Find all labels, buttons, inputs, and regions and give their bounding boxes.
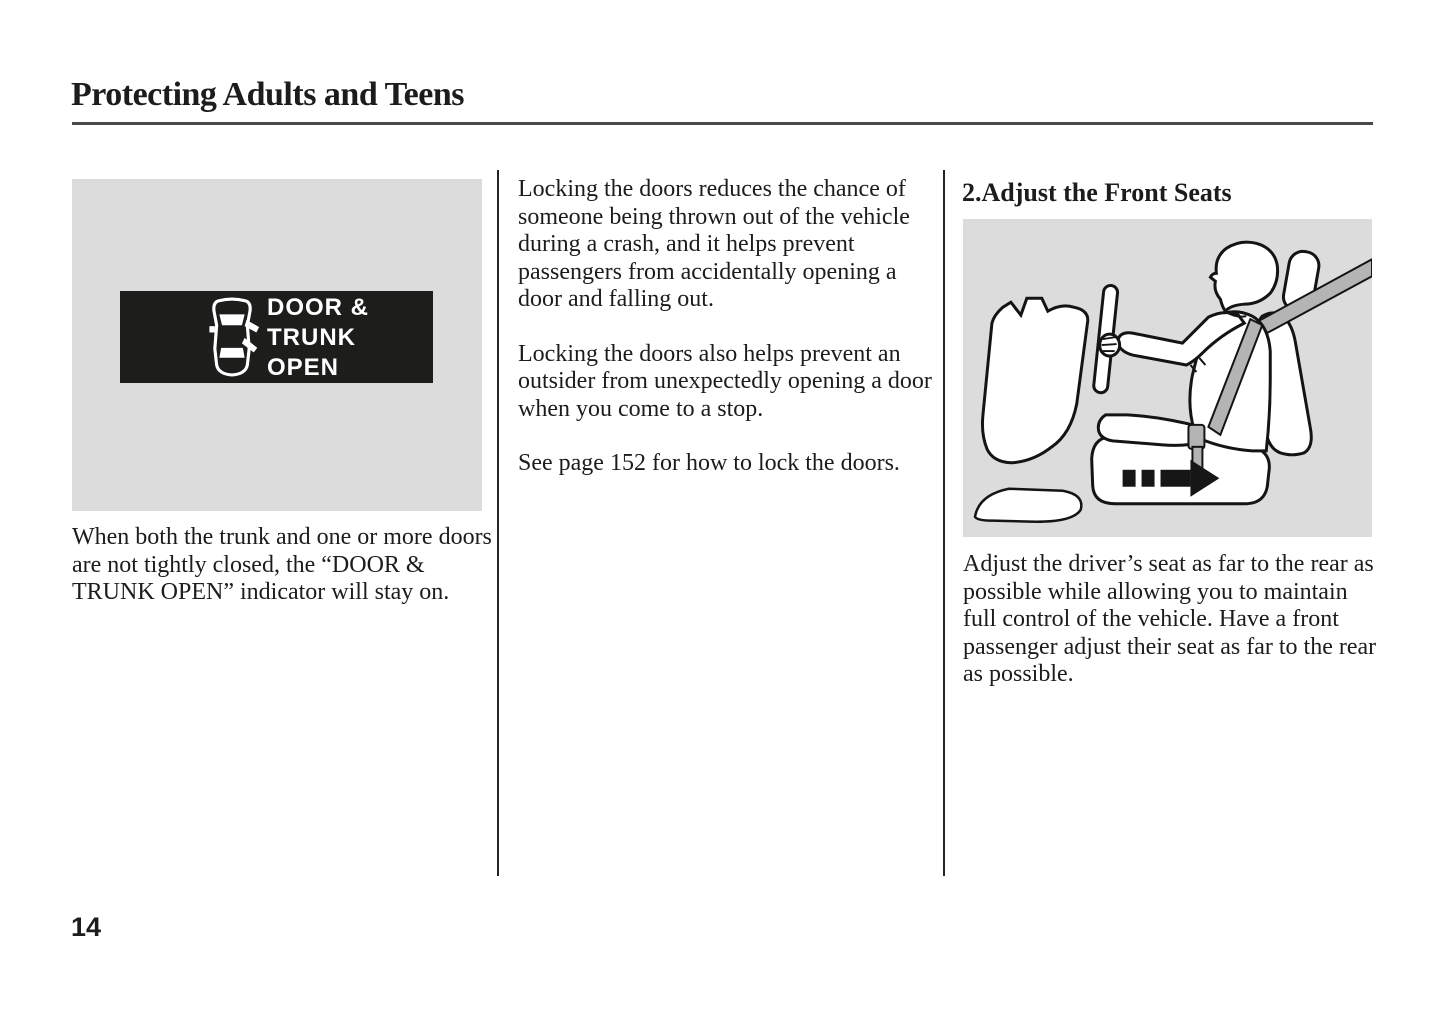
column-divider-right	[943, 170, 945, 876]
indicator-label	[267, 293, 369, 383]
indicator-line-3: OPEN	[267, 354, 340, 381]
driver-seat-rearward-adjust-illustration	[963, 219, 1372, 537]
door-trunk-indicator-figure	[72, 179, 482, 511]
middle-column	[518, 176, 942, 505]
paragraph-see-page: See page 152 for how to lock the doors.	[518, 450, 900, 476]
title-rule	[72, 122, 1373, 125]
door-trunk-indicator-panel	[120, 291, 433, 383]
indicator-line-2: TRUNK	[267, 324, 356, 351]
adjust-seat-paragraph: Adjust the driver’s seat as far to the rear as possible while allowing you to maintain full control of the vehicle. Have a front passenger adjust their seat as far to the rear as possible.	[963, 551, 1377, 687]
car-doors-open-icon	[204, 295, 260, 379]
column-divider-left	[497, 170, 499, 876]
page-title: Protecting Adults and Teens	[71, 76, 465, 113]
indicator-line-1: DOOR &	[267, 294, 369, 321]
paragraph-locking-reduces: Locking the doors reduces the chance of someone being thrown out of the vehicle during a crash, and it helps prevent passengers from accidentally opening a door and falling out.	[518, 176, 910, 312]
indicator-caption: When both the trunk and one or more doors are not tightly closed, the “DOOR & TRUNK OPEN” indicator will stay on.	[72, 524, 492, 605]
page-number: 14	[71, 912, 102, 942]
driver-seat-illustration-figure	[963, 219, 1372, 537]
section-heading-adjust-front-seats: 2.Adjust the Front Seats	[962, 178, 1232, 207]
paragraph-locking-outsider: Locking the doors also helps prevent an outsider from unexpectedly opening a door when you come to a stop.	[518, 340, 932, 422]
